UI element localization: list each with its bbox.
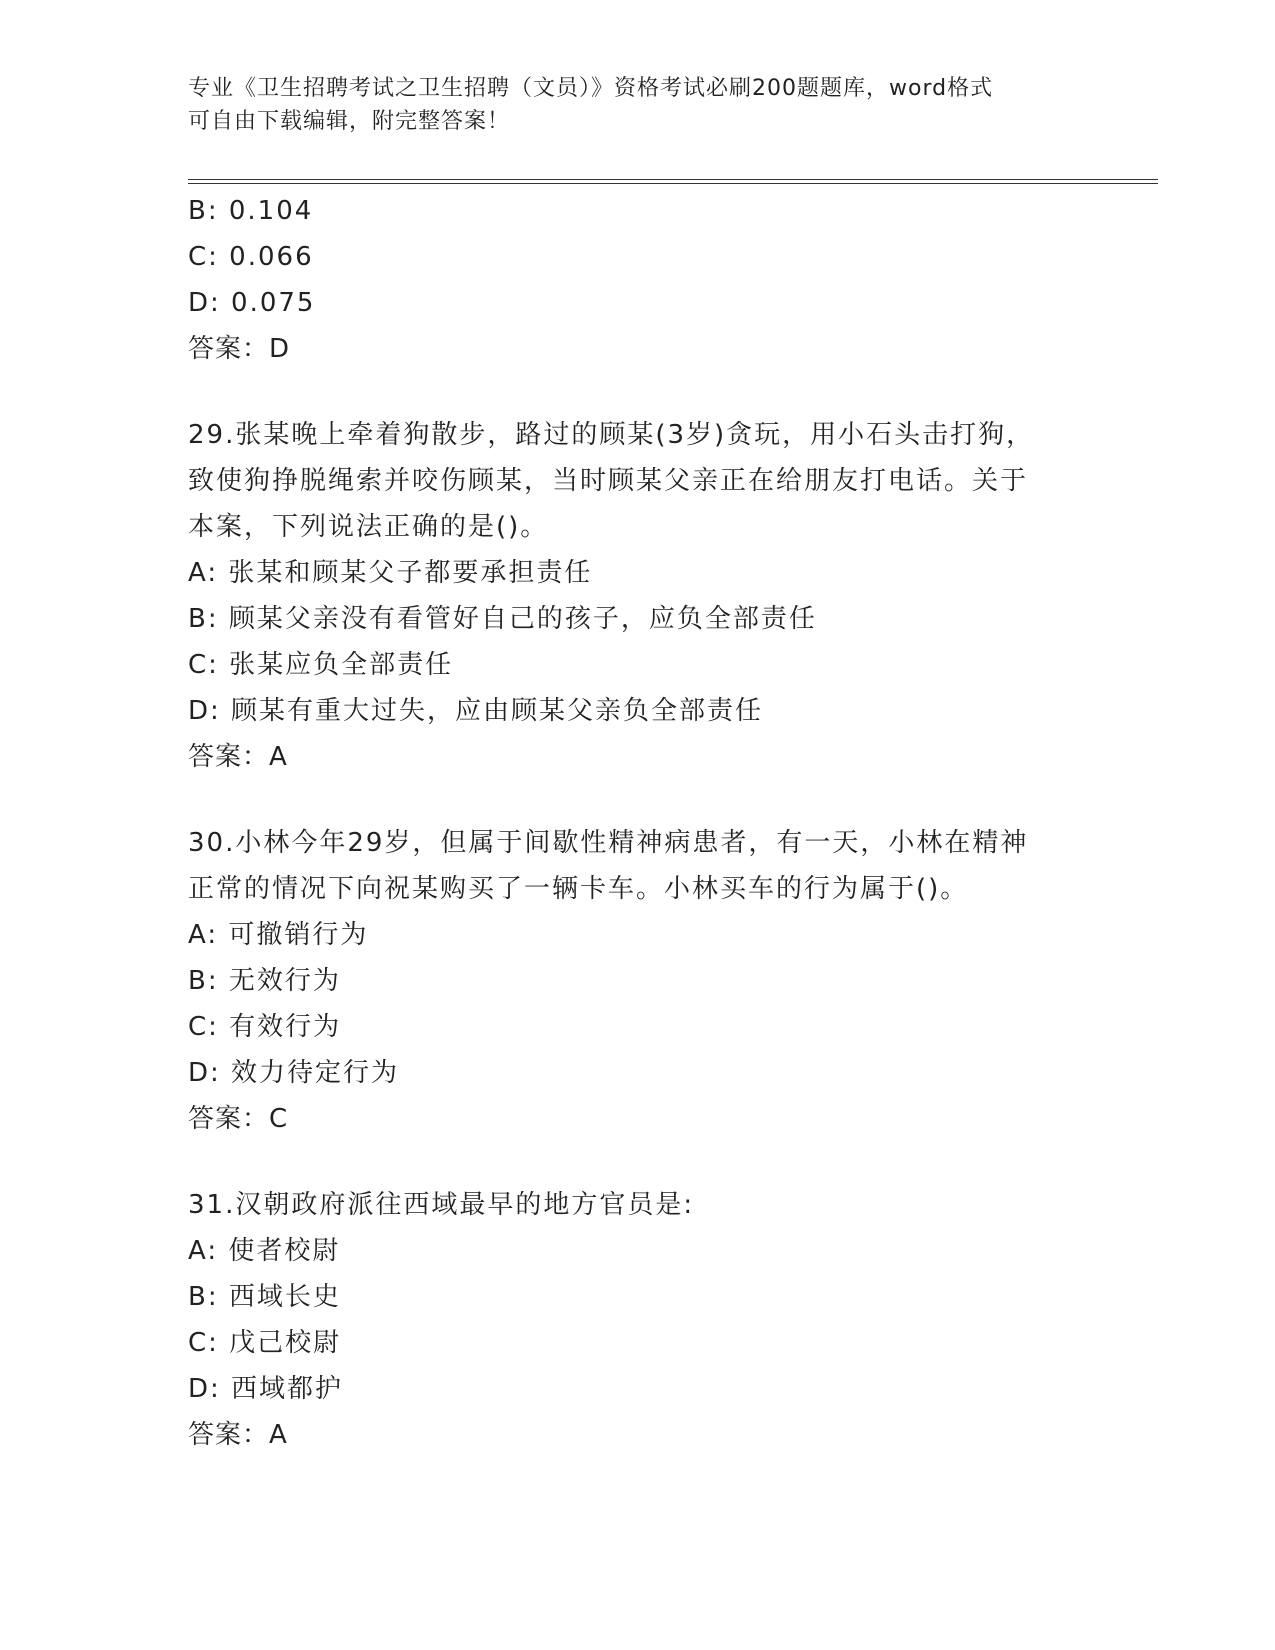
option-d: D: 0.075 bbox=[188, 288, 316, 318]
answer: 答案：A bbox=[188, 742, 288, 772]
option-a: A: 可撤销行为 bbox=[188, 920, 369, 950]
question-29 bbox=[188, 412, 1088, 780]
question-text: 29.张某晚上牵着狗散步，路过的顾某(3岁)贪玩，用小石头击打狗， bbox=[188, 420, 1035, 450]
question-text: 本案，下列说法正确的是()。 bbox=[188, 512, 549, 542]
header-line-2: 可自由下载编辑，附完整答案！ bbox=[188, 109, 511, 134]
option-d: D: 效力待定行为 bbox=[188, 1058, 400, 1088]
question-text: 31.汉朝政府派往西域最早的地方官员是: bbox=[188, 1190, 695, 1220]
question-text: 致使狗挣脱绳索并咬伤顾某，当时顾某父亲正在给朋友打电话。关于 bbox=[188, 466, 1029, 496]
option-b: B: 0.104 bbox=[188, 196, 314, 226]
question-text: 30.小林今年29岁，但属于间歇性精神病患者，有一天，小林在精神 bbox=[188, 828, 1029, 858]
option-c: C: 戊己校尉 bbox=[188, 1328, 342, 1358]
question-28-tail bbox=[188, 188, 1088, 372]
option-a: A: 张某和顾某父子都要承担责任 bbox=[188, 558, 593, 588]
spacer bbox=[188, 1142, 1088, 1182]
option-d: D: 西域都护 bbox=[188, 1374, 344, 1404]
question-list bbox=[188, 188, 1088, 1458]
spacer bbox=[188, 780, 1088, 820]
option-b: B: 顾某父亲没有看管好自己的孩子，应负全部责任 bbox=[188, 604, 817, 634]
question-text: 正常的情况下向祝某购买了一辆卡车。小林买车的行为属于()。 bbox=[188, 874, 969, 904]
answer: 答案：D bbox=[188, 334, 291, 364]
option-a: A: 使者校尉 bbox=[188, 1236, 341, 1266]
question-31 bbox=[188, 1182, 1088, 1458]
option-c: C: 张某应负全部责任 bbox=[188, 650, 454, 680]
option-d: D: 顾某有重大过失，应由顾某父亲负全部责任 bbox=[188, 696, 764, 726]
header-divider-bottom bbox=[188, 183, 1158, 184]
option-b: B: 无效行为 bbox=[188, 966, 341, 996]
option-c: C: 有效行为 bbox=[188, 1012, 342, 1042]
answer: 答案：A bbox=[188, 1420, 288, 1450]
spacer bbox=[188, 372, 1088, 412]
option-c: C: 0.066 bbox=[188, 242, 314, 272]
answer: 答案：C bbox=[188, 1104, 289, 1134]
option-b: B: 西域长史 bbox=[188, 1282, 341, 1312]
header-line-1: 专业《卫生招聘考试之卫生招聘（文员）》资格考试必刷200题题库，word格式 bbox=[188, 76, 994, 101]
header-divider-top bbox=[188, 179, 1158, 180]
question-30 bbox=[188, 820, 1088, 1142]
document-header bbox=[188, 72, 1088, 138]
